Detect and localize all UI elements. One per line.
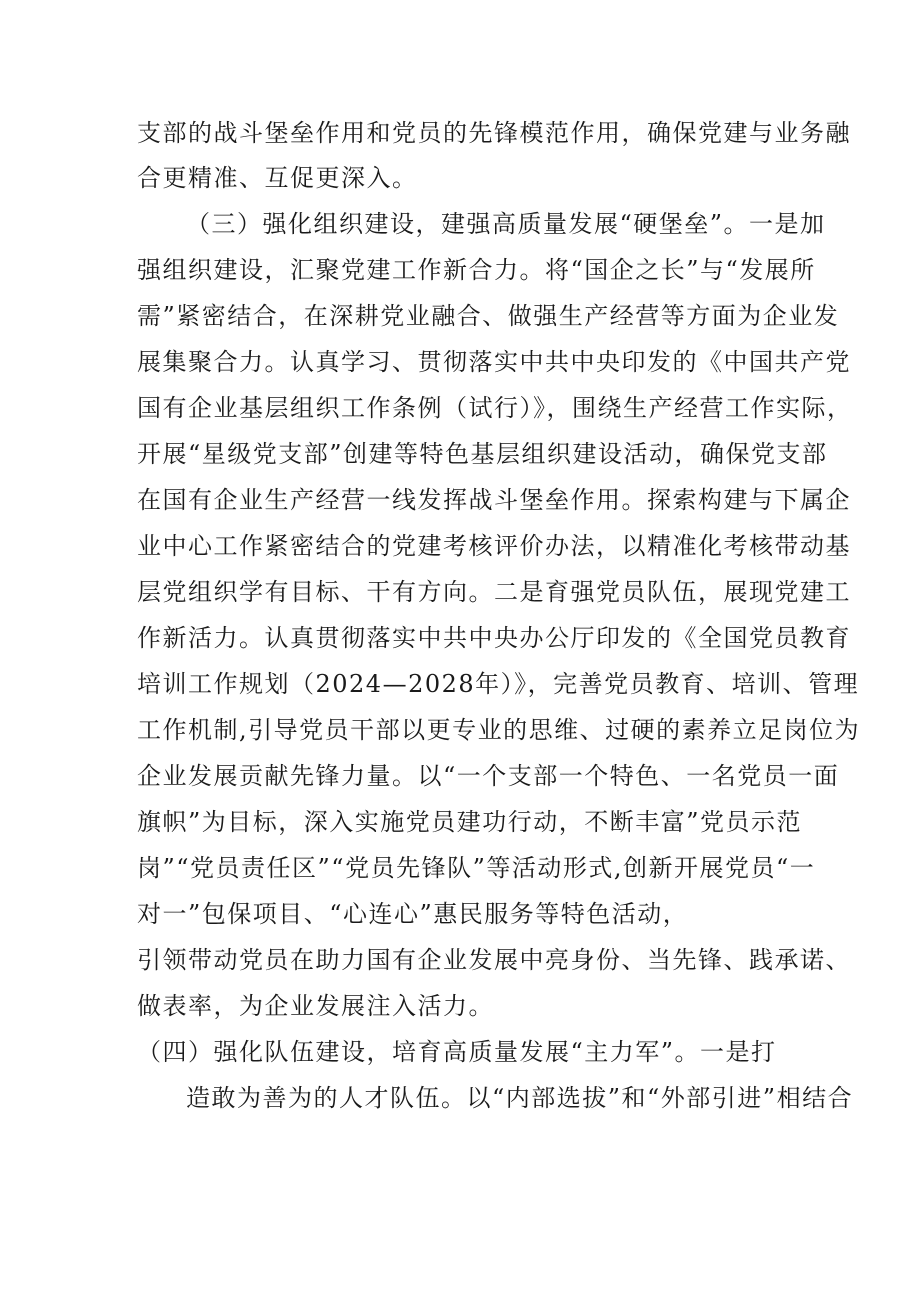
text-line: 作新活力。认真贯彻落实中共中央办公厅印发的《全国党员教育 [137,624,851,652]
text-line: 业中心工作紧密结合的党建考核评价办法，以精准化考核带动基 [137,532,851,560]
text-line: 开展“星级党支部”创建等特色基层组织建设活动，确保党支部 [137,440,828,468]
text-line: 企业发展贡献先锋力量。以“一个支部一个特色、一名党员一面 [137,762,840,790]
text-line: 旗帜”为目标，深入实施党员建功行动，不断丰富”党员示范 [137,808,803,836]
text-line: 岗”“党员责任区”“党员先锋队”等活动形式,创新开展党员“一 [137,854,816,882]
text-line: 国有企业基层组织工作条例（试行）》，围绕生产经营工作实际， [137,394,853,422]
text-line: 合更精准、互促更深入。 [137,164,418,192]
text-line: 做表率，为企业发展注入活力。 [137,992,494,1020]
text-line: 层党组织学有目标、干有方向。二是育强党员队伍，展现党建工 [137,578,851,606]
text-line: 需”紧密结合，在深耕党业融合、做强生产经营等方面为企业发 [137,302,840,330]
text-line: 培训工作规划（2024—2028年）》，完善党员教育、培训、管理 [137,670,860,698]
paragraph-heading-4: 造敢为善为的人才队伍。以“内部选拔”和“外部引进”相结合 [186,1084,854,1112]
paragraph-heading-3: （三）强化组织建设，建强高质量发展“硬堡垒”。一是加 [186,210,826,238]
text-line: 展集聚合力。认真学习、贯彻落实中共中央印发的《中国共产党 [137,348,851,376]
text-line: 对一”包保项目、“心连心”惠民服务等特色活动， [137,900,689,928]
text-line: 引领带动党员在助力国有企业发展中亮身份、当先锋、践承诺、 [137,946,851,974]
text-line: 支部的战斗堡垒作用和党员的先锋模范作用，确保党建与业务融 [137,119,851,147]
text-line: （四）强化队伍建设，培育高质量发展“主力军”。一是打 [137,1038,777,1066]
text-line: 强组织建设，汇聚党建工作新合力。将“国企之长”与“发展所 [137,256,816,284]
text-line: 在国有企业生产经营一线发挥战斗堡垒作用。探索构建与下属企 [137,486,851,514]
text-line: 工作机制,引导党员干部以更专业的思维、过硬的素养立足岗位为 [137,716,861,744]
